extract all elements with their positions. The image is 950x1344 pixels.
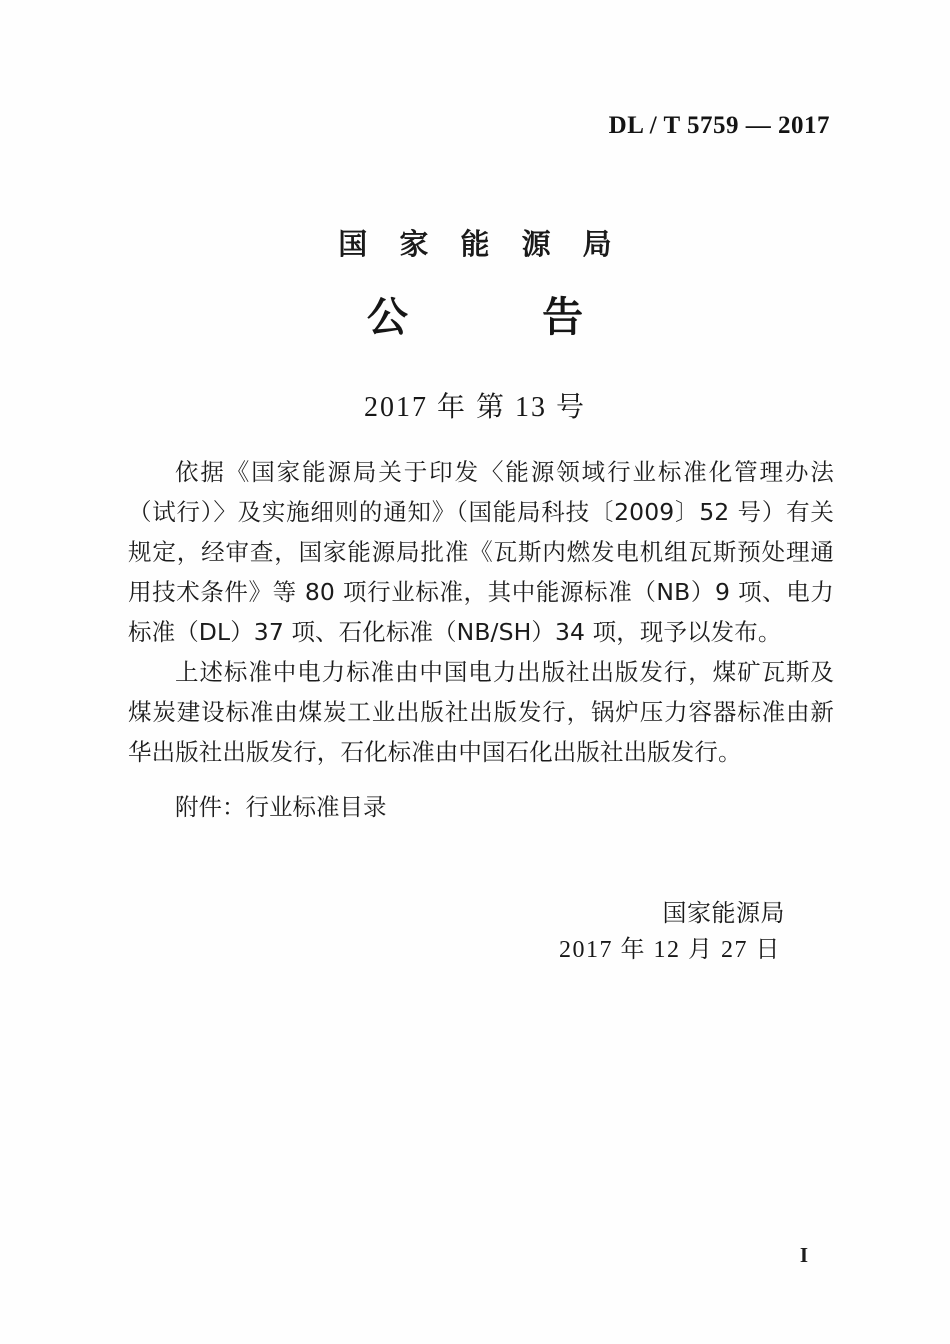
body-paragraph-2: 上述标准中电力标准由中国电力出版社出版发行，煤矿瓦斯及煤炭建设标准由煤炭工业出版社出版发行，锅炉压力容器标准由新华出版社出版发行，石化标准由中国石化出版社出版发行。 [128,658,834,766]
page-number: I [799,1243,808,1267]
page-title: 公 告 [366,293,644,341]
signature-date: 2017 年 12 月 27 日 [559,937,781,963]
signature-organization: 国家能源局 [662,899,785,927]
standard-number-header: DL / T 5759 — 2017 [608,112,830,139]
issue-number-line: 2017 年 第 13 号 [363,392,586,423]
document-body [128,452,834,772]
body-paragraph-1: 依据《国家能源局关于印发〈能源领域行业标准化管理办法（试行）〉及实施细则的通知》（国能局科技〔2009〕52 号）有关规定，经审查，国家能源局批准《瓦斯内燃发电机组瓦斯预处理通用技术条件》等 80 项行业标准，其中能源标准（NB）9 项、电力标准（DL）37 项、石化标准（NB/SH）34 项，现予以发布。 [128,458,834,646]
issuing-body-heading: 国 家 能 源 局 [338,227,623,261]
signature-block [0,895,785,969]
attachment-line: 附件：行业标准目录 [175,793,387,821]
